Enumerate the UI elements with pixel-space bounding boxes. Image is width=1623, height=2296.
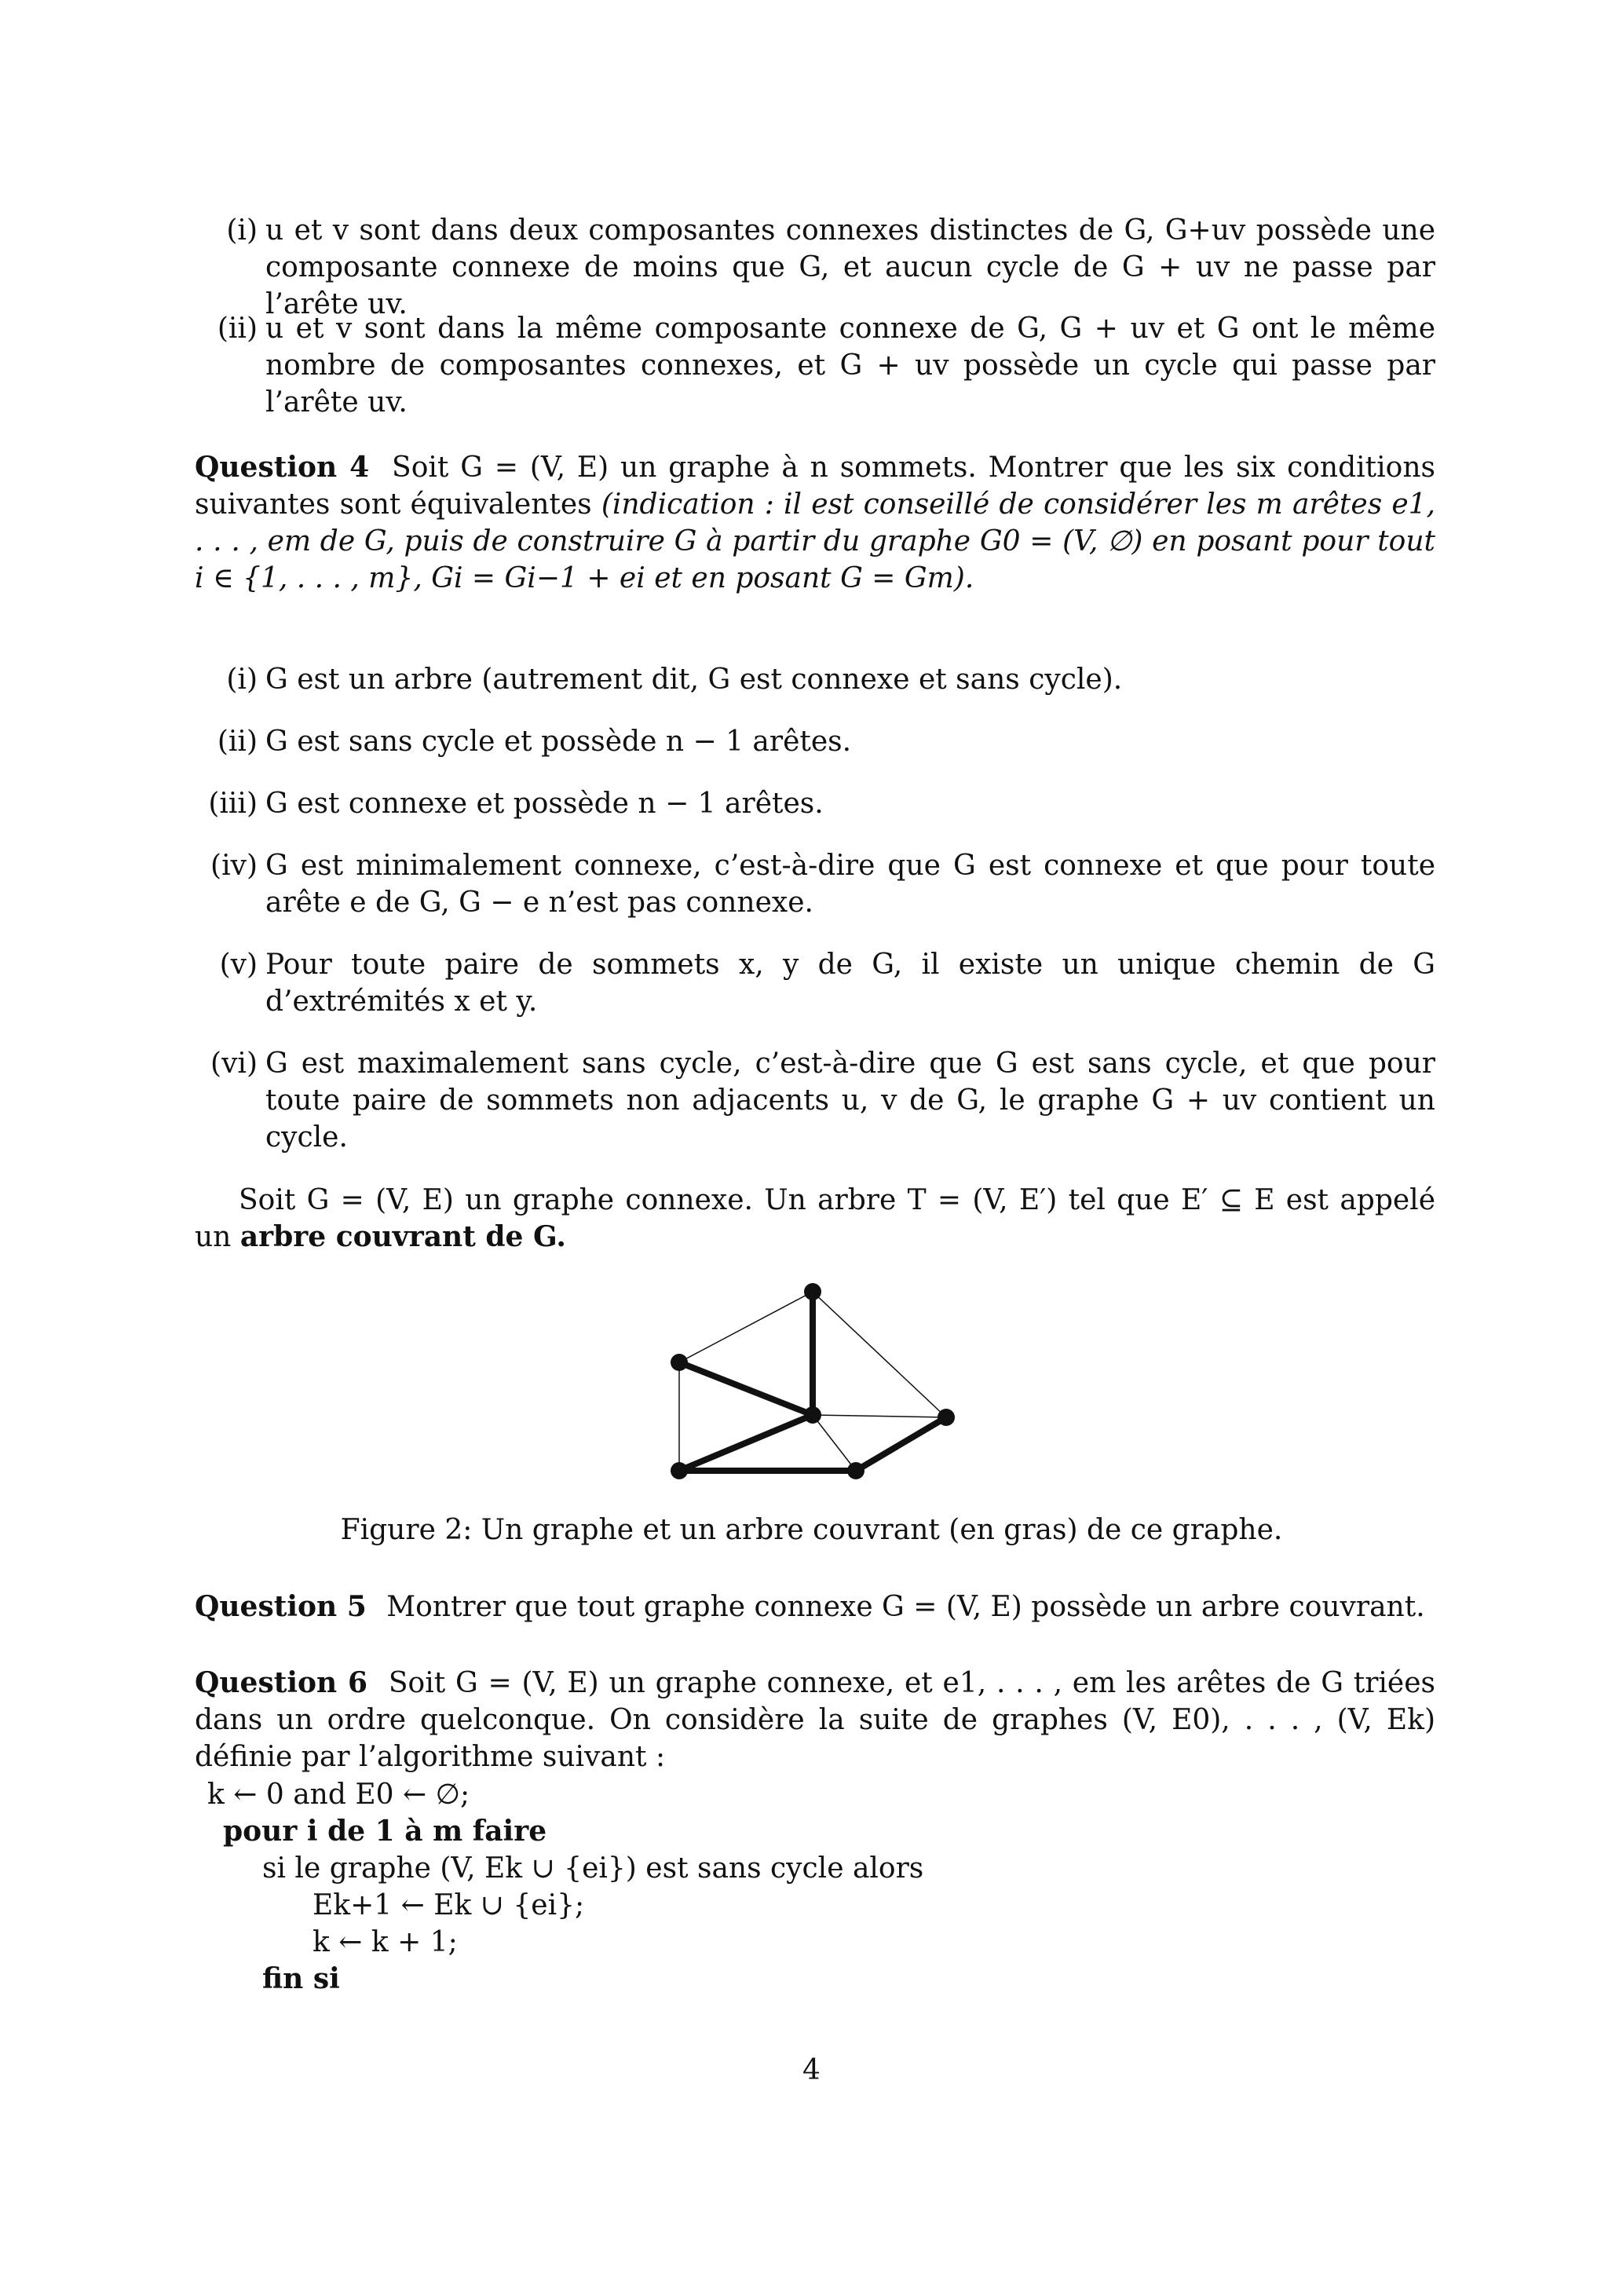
- question-6-text: Soit G = (V, E) un graphe connexe, et e1, . . . , em les arêtes de G triées dans un ordre quelconque. On considère la suite de graphes (V, E0), . . . , (V, Ek) définie par l’algorithme suivant :: [195, 1667, 1435, 1773]
- graph-edge: [813, 1292, 946, 1417]
- question-5-head: Question 5: [195, 1590, 367, 1623]
- graph-edge: [679, 1292, 813, 1362]
- lemma-item-text: u et v sont dans la même composante connexe de G, G + uv et G ont le même nombre de composantes connexes, et G + uv possède un cycle qui passe par l’arête uv.: [265, 313, 1435, 419]
- lemma-item-label: (i): [226, 214, 258, 247]
- condition-text: Pour toute paire de sommets x, y de G, il existe un unique chemin de G d’extrémités x et y.: [265, 949, 1435, 1018]
- question-5: [195, 1589, 1435, 1625]
- definition-term: arbre couvrant de G.: [239, 1220, 566, 1253]
- algorithm-line: pour i de 1 à m faire: [223, 1815, 547, 1848]
- question-4-text: Soit G = (V, E) un graphe à n sommets. Montrer que les six conditions suivantes sont équivalentes: [195, 452, 1435, 521]
- condition-label: (ii): [217, 726, 258, 758]
- condition-label: (iv): [210, 850, 258, 882]
- condition-i: [195, 661, 1435, 698]
- lemma-item-text: u et v sont dans deux composantes connexes distinctes de G, G+uv possède une composante connexe de moins que G, et aucun cycle de G + uv ne passe par l’arête uv.: [265, 214, 1435, 320]
- condition-label: (vi): [210, 1047, 258, 1080]
- condition-label: (iii): [208, 788, 258, 820]
- condition-text: G est maximalement sans cycle, c’est-à-dire que G est sans cycle, et que pour toute paire de sommets non adjacents u, v de G, le graphe G + uv contient un cycle.: [265, 1047, 1435, 1153]
- tree-edge: [679, 1362, 813, 1415]
- question-4: [195, 449, 1435, 597]
- question-6: [195, 1665, 1435, 1775]
- condition-label: (v): [219, 949, 258, 981]
- tree-edge: [679, 1415, 813, 1471]
- lemma-item-label: (ii): [217, 313, 258, 345]
- condition-vi: [195, 1045, 1435, 1156]
- page-number: 4: [802, 2054, 821, 2086]
- algorithm-line: k ← k + 1;: [313, 1926, 458, 1958]
- lemma-item-ii: [195, 310, 1435, 421]
- spanning-tree-figure: [644, 1268, 989, 1492]
- definition-text: Soit G = (V, E) un graphe connexe. Un arbre T = (V, E′) tel que E′ ⊆ E est appelé un: [195, 1184, 1435, 1253]
- tree-edge: [856, 1417, 946, 1471]
- condition-ii: [195, 723, 1435, 760]
- condition-label: (i): [226, 664, 258, 696]
- question-5-text: Montrer que tout graphe connexe G = (V, E) possède un arbre couvrant.: [386, 1591, 1425, 1623]
- condition-iii: [195, 785, 1435, 822]
- algorithm-line: fin si: [262, 1962, 340, 1995]
- algorithm-line: k ← 0 and E0 ← ∅;: [207, 1779, 470, 1811]
- condition-text: G est connexe et possède n − 1 arêtes.: [265, 788, 824, 820]
- graph-vertex-bottom-left: [671, 1462, 688, 1479]
- algorithm-line: Ek+1 ← Ek ∪ {ei};: [313, 1889, 585, 1921]
- graph-vertex-top: [804, 1283, 821, 1300]
- graph-vertex-bottom-mid: [847, 1462, 865, 1479]
- definition-paragraph: [195, 1182, 1435, 1256]
- graph-vertex-center: [804, 1406, 821, 1424]
- question-4-hint: (indication : il est conseillé de considérer les m arêtes e1, . . . , em de G, puis de construire G à partir du graphe G0 = (V, ∅) en posant pour tout i ∈ {1, . . . , m}, Gi = Gi−1 + ei et en posant G = Gm).: [195, 488, 1435, 594]
- condition-iv: [195, 847, 1435, 921]
- condition-text: G est minimalement connexe, c’est-à-dire que G est connexe et que pour toute arête e de G, G − e n’est pas connexe.: [265, 850, 1435, 919]
- question-4-head: Question 4: [195, 451, 370, 484]
- graph-vertex-right: [938, 1409, 955, 1426]
- graph-edge: [813, 1415, 946, 1417]
- figure-caption: Figure 2: Un graphe et un arbre couvrant (en gras) de ce graphe.: [340, 1514, 1283, 1546]
- condition-text: G est un arbre (autrement dit, G est connexe et sans cycle).: [265, 664, 1123, 696]
- question-6-head: Question 6: [195, 1666, 368, 1699]
- lemma-item-i: [195, 212, 1435, 323]
- algorithm: [195, 1776, 923, 1998]
- graph-vertex-left: [671, 1354, 688, 1371]
- algorithm-line: si le graphe (V, Ek ∪ {ei}) est sans cycle alors: [262, 1852, 924, 1885]
- condition-v: [195, 946, 1435, 1020]
- graph-edge: [813, 1415, 856, 1471]
- graph-edges: [679, 1292, 946, 1471]
- condition-text: G est sans cycle et possède n − 1 arêtes.: [265, 726, 852, 758]
